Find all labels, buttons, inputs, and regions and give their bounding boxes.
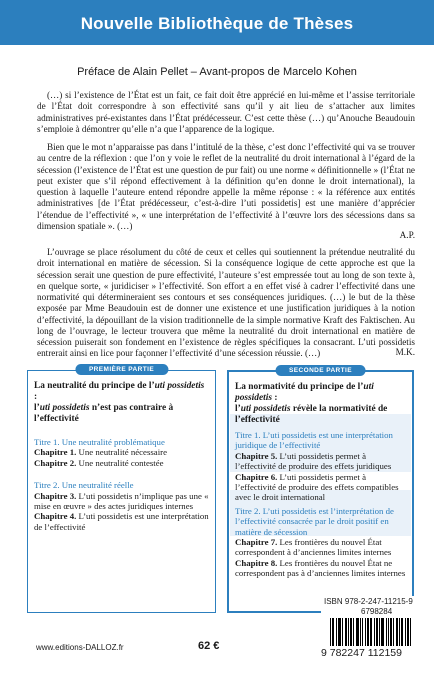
barcode-bar	[408, 618, 409, 646]
barcode-bar	[383, 618, 384, 646]
barcode-bar	[367, 618, 368, 646]
barcode-bar	[338, 618, 339, 646]
barcode-bar	[336, 618, 337, 646]
barcode-bar	[351, 618, 352, 646]
barcode-bar	[353, 618, 354, 646]
second-part-label: SECONDE PARTIE	[275, 365, 366, 376]
barcode-bar	[399, 618, 400, 646]
second-part-title: La normativité du principe de l’uti possidetis : l’uti possidetis révèle la normativité de l’effectivité	[235, 382, 388, 425]
barcode-icon	[330, 618, 415, 646]
second-part-title-2: Titre 2. L’uti possidetis est l’interprétation de l’effectivité consacrée par le droit positif en matière de sécession Chapitre 7. Les frontières du nouvel État correspondent à d’anciennes limites internes Chapitre 8. Les frontières du nouvel État ne correspondent pas à d’anciennes limites internes	[235, 505, 406, 579]
barcode-bar	[386, 618, 387, 646]
barcode-bar	[356, 618, 357, 646]
signature-ap: A.P.	[399, 230, 415, 240]
series-title: Nouvelle Bibliothèque de Thèses	[80, 14, 354, 33]
barcode-bar	[397, 618, 398, 646]
publisher-website[interactable]: www.editions-DALLOZ.fr	[36, 643, 124, 652]
price: 62 €	[198, 640, 220, 652]
barcode-bar	[407, 618, 408, 646]
isbn-number: ISBN 978-2-247-11215-9	[324, 597, 413, 606]
barcode-bar	[357, 618, 358, 646]
barcode-bar	[381, 618, 382, 646]
barcode-bar	[368, 618, 369, 646]
first-part-label: PREMIÈRE PARTIE	[75, 364, 168, 375]
first-part-title-1: Titre 1. Une neutralité problématique Chapitre 1. Une neutralité nécessaire Chapitre 2. Une neutralité contestée	[34, 437, 167, 468]
barcode-bar	[345, 618, 346, 646]
preface-line: Préface de Alain Pellet – Avant-propos de Marcelo Kohen	[77, 66, 357, 78]
barcode-bar	[346, 618, 347, 646]
second-part-title-1: Titre 1. L’uti possidetis est une interprétation juridique de l’effectivité Chapitre 5. L’uti possidetis permet à l’effectivité de produire des effets juridiques Chapitre 6. L’uti possidetis permet à l’effectivité de produire des effets compatibles avec le droit international	[235, 430, 399, 503]
barcode-bar	[362, 618, 363, 646]
barcode-bar	[342, 618, 343, 646]
signature-mk: M.K.	[395, 347, 415, 357]
header-banner	[0, 0, 434, 45]
barcode-bar	[388, 618, 389, 646]
barcode-bar	[350, 618, 351, 646]
barcode-bar	[393, 618, 394, 646]
isbn-code: 6798284	[361, 607, 393, 616]
barcode-bar	[374, 618, 375, 646]
barcode-bar	[371, 618, 372, 646]
quote-paragraph-2: Bien que le mot n’apparaisse pas dans l’intitulé de la thèse, c’est donc l’effectivité qui va se trouver au centre de la réflexion : que l’on y voie le reflet de la neutralité du droit international à l’égard de la sécession (l’existence de l’État est une question de pur fait) ou une norme « définitionnelle » (l’État ne peut exister que s’il répond effectivement à la définition qu’en donne le droit international), la question à laquelle l’auteure entend répondre appelle la même réponse : « la référence aux entités administratives [de l’État prédécesseur, c’est-à-dire l’uti possidetis] est une manière d’apprécier l’étendue de l’effectivité », « une interprétation de l’effectivité à l’œuvre lors des sécessions dans sa dimension spatiale ». (…)	[37, 142, 415, 231]
quote-paragraph-3: L’ouvrage se place résolument du côté de ceux et celles qui soutiennent la prétendue neutralité du droit international en matière de sécession. Si la conséquence logique de cette approche est que la sécession serait une question de pure effectivité, l’auteure s’est empressée tout au long de son texte à, en quelque sorte, « juridiciser » l’effectivité. Son effort a en effet visé à cadrer l’effectivité dans une normativité qui détermineraient ses contours et ses conséquences juridiques. (…) le but de la thèse exposée par Mme Beaudouin est de donner une existence et une justification juridiques à la notion d’effectivité, la dépouillant de la vision traditionnelle de la simple normative Kraft des Faktischen. Au long de l’ouvrage, le lecteur trouvera que même la neutralité du droit international en matière de sécession puiserait son fondement en l’existence de règles spécifiques la consacrant. L’uti possidetis entrerait ainsi en lice pour façonner l’effectivité d’une sécession réussie. (…)	[37, 247, 415, 359]
barcode-bar	[330, 618, 331, 646]
barcode-bar	[333, 618, 334, 646]
barcode-bar	[360, 618, 361, 646]
barcode-bar	[402, 618, 403, 646]
ean-digits: 9 782247 112159	[321, 647, 402, 659]
barcode-bar	[377, 618, 378, 646]
barcode-bar	[401, 618, 402, 646]
barcode-bar	[379, 618, 380, 646]
barcode-bar	[358, 618, 359, 646]
first-part-panel	[27, 366, 216, 613]
barcode-bar	[339, 618, 340, 646]
second-part-panel	[227, 367, 414, 613]
barcode-bar	[410, 618, 411, 646]
barcode-bar	[348, 618, 349, 646]
barcode-bar	[370, 618, 371, 646]
barcode-bar	[382, 618, 383, 646]
barcode-bar	[405, 618, 406, 646]
quote-paragraph-1: (…) si l’existence de l’État est un fait, ce fait doit être apprécié en lui-même et l’assise territoriale de l’État doit correspondre à son effectivité sans qu’il y ait lieu de s’attacher aux limites administratives pré-existantes dans l’État prédécesseur. C’est cette thèse (…) qu’Anouche Beaudouin s’emploie à démontrer qu’elle n’a que l’apparence de la logique.	[37, 90, 415, 134]
barcode-bar	[365, 618, 366, 646]
barcode-bar	[332, 618, 333, 646]
barcode-bar	[396, 618, 397, 646]
barcode-bar	[390, 618, 391, 646]
first-part-title: La neutralité du principe de l’uti possidetis : l’uti possidetis n’est pas contraire à l’effectivité	[34, 381, 205, 424]
barcode-bar	[340, 618, 341, 646]
first-part-title-2: Titre 2. Une neutralité réelle Chapitre 3. L’uti possidetis n’implique pas une « mise en œuvre » des actes juridiques internes Chapitre 4. L’uti possidetis est une interprétation de l’effectivité	[34, 480, 209, 532]
barcode-bar	[376, 618, 377, 646]
barcode-bar	[391, 618, 392, 646]
